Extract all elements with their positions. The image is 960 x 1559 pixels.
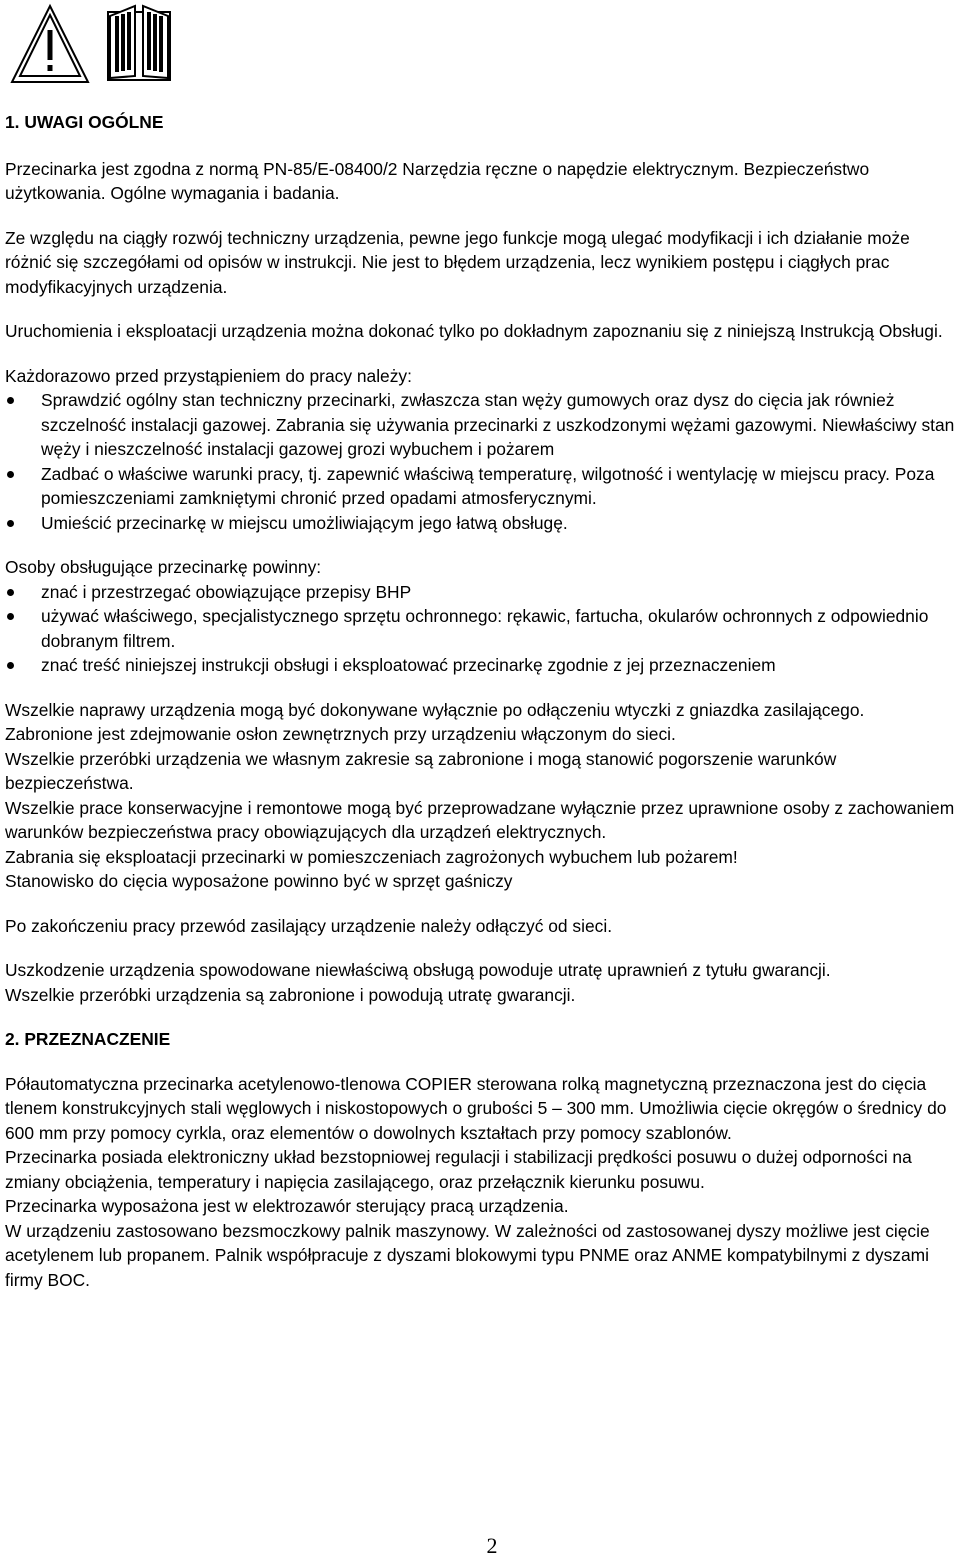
section-1-heading: 1. UWAGI OGÓLNE <box>5 112 164 132</box>
paragraph: Wszelkie przeróbki urządzenia są zabronione i powodują utratę gwarancji. <box>5 984 576 1005</box>
paragraph: Wszelkie naprawy urządzenia mogą być dokonywane wyłącznie po odłączeniu wtyczki z gniazdka zasilającego. <box>5 699 865 720</box>
paragraph: Wszelkie prace konserwacyjne i remontowe mogą być przeprowadzane wyłącznie przez uprawnione osoby z zachowaniem warunków bezpieczeństwa pracy obowiązujących dla urządzeń elektrycznych. <box>5 797 955 842</box>
paragraph: Ze względu na ciągły rozwój techniczny urządzenia, pewne jego funkcje mogą ulegać modyfikacji i ich działanie może różnić się szczegółami od opisów w instrukcji. Nie jest to błędem urządzenia, lecz wynikiem postępu i ciągłych prac modyfikacyjnych urządzenia. <box>5 227 910 297</box>
paragraph: Zabrania się eksploatacji przecinarki w pomieszczeniach zagrożonych wybuchem lub pożarem! <box>5 846 738 867</box>
list-item: znać i przestrzegać obowiązujące przepisy BHP <box>5 580 960 605</box>
list-item: Umieścić przecinarkę w miejscu umożliwiającym jego łatwą obsługę. <box>5 511 960 536</box>
list-item: używać właściwego, specjalistycznego sprzętu ochronnego: rękawic, fartucha, okularów ochronnych z odpowiednio dobranym filtrem. <box>5 604 960 653</box>
read-manual-book-icon <box>105 2 173 84</box>
list-item: znać treść niniejszej instrukcji obsługi i eksploatować przecinarkę zgodnie z jej przeznaczeniem <box>5 653 960 678</box>
paragraph: Przecinarka wyposażona jest w elektrozawór sterujący pracą urządzenia. <box>5 1196 569 1216</box>
paragraph: Każdorazowo przed przystąpieniem do pracy należy: <box>5 365 412 386</box>
paragraph: Uruchomienia i eksploatacji urządzenia można dokonać tylko po dokładnym zapoznaniu się z niniejszą Instrukcją Obsługi. <box>5 321 943 341</box>
page-number: 2 <box>486 1533 498 1558</box>
paragraph: Uszkodzenie urządzenia spowodowane niewłaściwą obsługą powoduje utratę uprawnień z tytułu gwarancji. <box>5 960 831 980</box>
section-2-heading: 2. PRZEZNACZENIE <box>5 1029 171 1049</box>
paragraph: Osoby obsługujące przecinarkę powinny: <box>5 557 322 577</box>
paragraph: W urządzeniu zastosowano bezsmoczkowy palnik maszynowy. W zależności od zastosowanej dyszy możliwe jest cięcie acetylenem lub propanem. Palnik współpracuje z dyszami blokowymi typu PNME oraz ANME kompatybilnymi z dyszami firmy BOC. <box>5 1220 930 1290</box>
warning-triangle-icon <box>8 2 92 84</box>
paragraph: Półautomatyczna przecinarka acetylenowo-tlenowa COPIER sterowana rolką magnetyczną przeznaczona jest do cięcia tlenem konstrukcyjnych stali węglowych i niskostopowych o grubości 5 – 300 mm. Umożliwia cięcie okręgów o średnicy do 600 mm przy pomocy cyrkla, oraz elementów o dowolnych kształtach przy pomocy szablonów. <box>5 1073 947 1143</box>
list-item: Zadbać o właściwe warunki pracy, tj. zapewnić właściwą temperaturę, wilgotność i wentylację w miejscu pracy. Poza pomieszczeniami zamkniętymi chronić przed opadami atmosferycznymi. <box>5 462 960 511</box>
list-item: Sprawdzić ogólny stan techniczny przecinarki, zwłaszcza stan węży gumowych oraz dysz do cięcia jak również szczelność instalacji gazowej. Zabrania się używania przecinarki z uszkodzonymi wężami gazowymi. Niewłaściwy stan węży i nieszczelność instalacji gazowej grozi wybuchem i pożarem <box>5 388 960 462</box>
paragraph: Zabronione jest zdejmowanie osłon zewnętrznych przy urządzeniu włączonym do sieci. <box>5 724 676 744</box>
bullet-list <box>5 580 960 678</box>
paragraph: Po zakończeniu pracy przewód zasilający urządzenie należy odłączyć od sieci. <box>5 915 613 936</box>
bullet-list <box>5 388 960 535</box>
paragraph: Przecinarka posiada elektroniczny układ bezstopniowej regulacji i stabilizacji prędkości posuwu o dużej odporności na zmiany obciążenia, temperatury i napięcia zasilającego, oraz przełącznik kierunku posuwu. <box>5 1147 912 1192</box>
paragraph: Stanowisko do cięcia wyposażone powinno być w sprzęt gaśniczy <box>5 871 513 891</box>
paragraph: Przecinarka jest zgodna z normą PN-85/E-08400/2 Narzędzia ręczne o napędzie elektrycznym. Bezpieczeństwo użytkowania. Ogólne wymagania i badania. <box>5 158 870 203</box>
paragraph: Wszelkie przeróbki urządzenia we własnym zakresie są zabronione i mogą stanowić pogorszenie warunków bezpieczeństwa. <box>5 748 837 793</box>
document-body <box>5 110 960 1292</box>
